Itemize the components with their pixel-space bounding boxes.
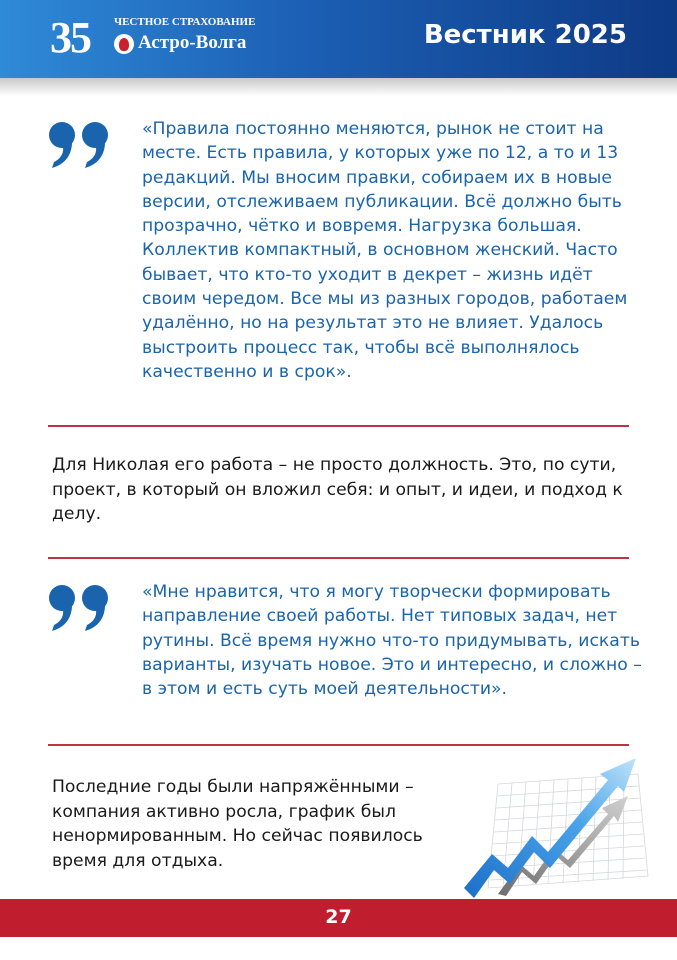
quote-mark-icon: [46, 583, 116, 643]
quote-mark-icon: [46, 120, 116, 180]
logo-anniversary-number: 35: [50, 13, 90, 62]
logo-company-name: Астро-Волга: [138, 32, 247, 53]
logo-emblem-icon: [114, 34, 134, 54]
page-footer: [0, 899, 677, 937]
issue-title: Вестник 2025: [423, 20, 627, 50]
divider-1: [48, 425, 629, 427]
logo-tagline: ЧЕСТНОЕ СТРАХОВАНИЕ: [114, 16, 256, 28]
growth-arrow-illustration: [458, 756, 653, 901]
company-logo: [50, 12, 280, 62]
page-header: [0, 0, 677, 78]
divider-2: [48, 557, 629, 559]
page-number: 27: [325, 906, 352, 928]
quote-1-text: «Правила постоянно меняются, рынок не стоит на месте. Есть правила, у которых уже по 12, а то и 13 редакций. Мы вносим правки, собираем их в новые версии, отслеживаем публикации. Всё должно быть прозрачно, чётко и вовремя. Нагрузка большая. Коллектив компактный, в основном женский. Часто бывает, что кто-то уходит в декрет – жизнь идёт своим чередом. Все мы из разных городов, работаем удалённо, но на результат это не влияет. Удалось выстроить процесс так, чтобы всё выполнялось качественно и в срок».: [142, 119, 628, 382]
divider-3: [48, 744, 629, 746]
paragraph-2: Последние годы были напряжёнными – компания активно росла, график был ненормированным. Но сейчас появилось время для отдыха.: [52, 777, 423, 871]
quote-2-text: «Мне нравится, что я могу творчески формировать направление своей работы. Нет типовых задач, нет рутины. Всё время нужно что-то придумывать, искать варианты, изучать новое. Это и интересно, и сложно – в этом и есть суть моей деятельности».: [142, 582, 642, 700]
header-shadow: [0, 78, 677, 96]
paragraph-1: Для Николая его работа – не просто должность. Это, по сути, проект, в который он вложил себя: и опыт, и идеи, и подход к делу.: [52, 455, 623, 524]
